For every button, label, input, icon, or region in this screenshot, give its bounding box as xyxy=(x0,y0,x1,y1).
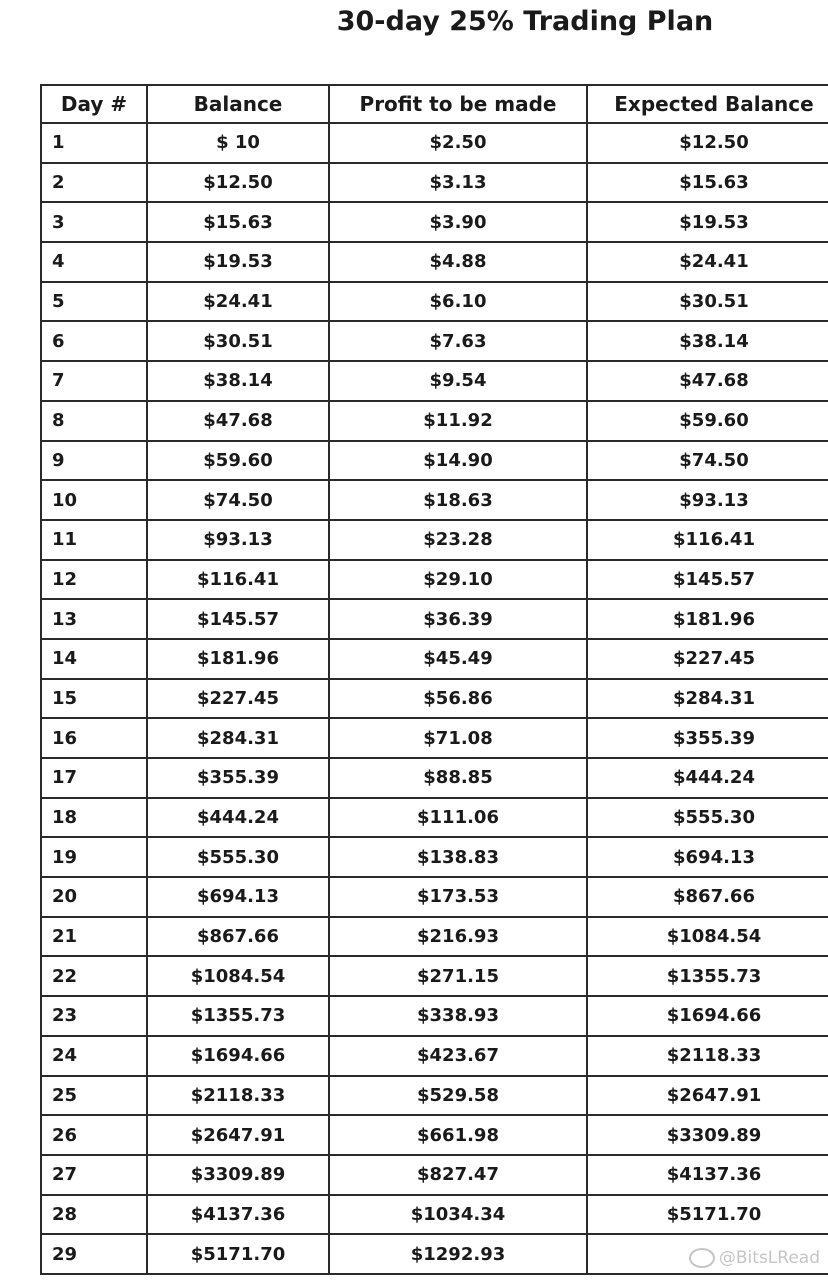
cell-expected-balance: $1355.73 xyxy=(587,956,828,996)
table-row xyxy=(41,560,828,600)
cell-balance: $74.50 xyxy=(147,480,329,520)
table-row xyxy=(41,202,828,242)
table-row xyxy=(41,480,828,520)
cell-expected-balance: $30.51 xyxy=(587,282,828,322)
cell-balance: $284.31 xyxy=(147,718,329,758)
cell-balance: $19.53 xyxy=(147,242,329,282)
cell-profit: $71.08 xyxy=(329,718,587,758)
cell-expected-balance: $555.30 xyxy=(587,798,828,838)
cell-expected-balance: $24.41 xyxy=(587,242,828,282)
cell-profit: $6.10 xyxy=(329,282,587,322)
cell-day: 3 xyxy=(41,202,147,242)
table-row xyxy=(41,1076,828,1116)
cell-profit: $173.53 xyxy=(329,877,587,917)
cell-balance: $355.39 xyxy=(147,758,329,798)
trading-plan-table xyxy=(40,84,828,1275)
cell-balance: $4137.36 xyxy=(147,1195,329,1235)
table-row xyxy=(41,282,828,322)
watermark-logo-icon xyxy=(689,1248,715,1268)
cell-balance: $555.30 xyxy=(147,837,329,877)
table-row xyxy=(41,798,828,838)
table-row xyxy=(41,321,828,361)
header-day: Day # xyxy=(41,85,147,123)
table-row xyxy=(41,639,828,679)
table-row xyxy=(41,718,828,758)
cell-balance: $24.41 xyxy=(147,282,329,322)
cell-profit: $2.50 xyxy=(329,123,587,163)
cell-expected-balance: $47.68 xyxy=(587,361,828,401)
cell-balance: $116.41 xyxy=(147,560,329,600)
cell-profit: $23.28 xyxy=(329,520,587,560)
header-row xyxy=(41,85,828,123)
cell-day: 13 xyxy=(41,599,147,639)
cell-profit: $11.92 xyxy=(329,401,587,441)
cell-profit: $827.47 xyxy=(329,1155,587,1195)
cell-day: 16 xyxy=(41,718,147,758)
cell-profit: $216.93 xyxy=(329,917,587,957)
table-row xyxy=(41,917,828,957)
cell-expected-balance: $19.53 xyxy=(587,202,828,242)
table-row xyxy=(41,877,828,917)
cell-day: 27 xyxy=(41,1155,147,1195)
table-header xyxy=(41,85,828,123)
table-row xyxy=(41,361,828,401)
watermark-text: @BitsLRead xyxy=(718,1248,820,1268)
table-row xyxy=(41,679,828,719)
cell-day: 12 xyxy=(41,560,147,600)
cell-profit: $29.10 xyxy=(329,560,587,600)
cell-expected-balance: $59.60 xyxy=(587,401,828,441)
cell-balance: $38.14 xyxy=(147,361,329,401)
cell-expected-balance: $15.63 xyxy=(587,163,828,203)
cell-profit: $3.13 xyxy=(329,163,587,203)
table-row xyxy=(41,758,828,798)
cell-balance: $47.68 xyxy=(147,401,329,441)
cell-balance: $93.13 xyxy=(147,520,329,560)
cell-day: 25 xyxy=(41,1076,147,1116)
table-row xyxy=(41,123,828,163)
cell-balance: $867.66 xyxy=(147,917,329,957)
cell-expected-balance: $2647.91 xyxy=(587,1076,828,1116)
cell-balance: $2647.91 xyxy=(147,1115,329,1155)
cell-day: 2 xyxy=(41,163,147,203)
cell-balance: $444.24 xyxy=(147,798,329,838)
cell-profit: $36.39 xyxy=(329,599,587,639)
cell-balance: $2118.33 xyxy=(147,1076,329,1116)
cell-expected-balance: $4137.36 xyxy=(587,1155,828,1195)
cell-day: 29 xyxy=(41,1234,147,1274)
cell-day: 19 xyxy=(41,837,147,877)
table-row xyxy=(41,1195,828,1235)
table-row xyxy=(41,956,828,996)
cell-profit: $138.83 xyxy=(329,837,587,877)
cell-expected-balance: $2118.33 xyxy=(587,1036,828,1076)
cell-expected-balance: $74.50 xyxy=(587,441,828,481)
cell-profit: $529.58 xyxy=(329,1076,587,1116)
cell-profit: $45.49 xyxy=(329,639,587,679)
cell-balance: $15.63 xyxy=(147,202,329,242)
cell-expected-balance: $12.50 xyxy=(587,123,828,163)
cell-profit: $9.54 xyxy=(329,361,587,401)
cell-day: 6 xyxy=(41,321,147,361)
table-row xyxy=(41,996,828,1036)
table-row xyxy=(41,1036,828,1076)
cell-profit: $1292.93 xyxy=(329,1234,587,1274)
cell-expected-balance: $145.57 xyxy=(587,560,828,600)
cell-day: 9 xyxy=(41,441,147,481)
table-row xyxy=(41,837,828,877)
cell-balance: $1694.66 xyxy=(147,1036,329,1076)
cell-expected-balance: $1694.66 xyxy=(587,996,828,1036)
cell-balance: $3309.89 xyxy=(147,1155,329,1195)
header-expected-balance: Expected Balance xyxy=(587,85,828,123)
cell-balance: $5171.70 xyxy=(147,1234,329,1274)
cell-balance: $1084.54 xyxy=(147,956,329,996)
cell-profit: $3.90 xyxy=(329,202,587,242)
cell-profit: $661.98 xyxy=(329,1115,587,1155)
cell-day: 24 xyxy=(41,1036,147,1076)
cell-profit: $423.67 xyxy=(329,1036,587,1076)
cell-profit: $111.06 xyxy=(329,798,587,838)
cell-expected-balance: $867.66 xyxy=(587,877,828,917)
cell-day: 1 xyxy=(41,123,147,163)
watermark xyxy=(689,1248,820,1268)
cell-balance: $59.60 xyxy=(147,441,329,481)
cell-day: 22 xyxy=(41,956,147,996)
cell-balance: $1355.73 xyxy=(147,996,329,1036)
cell-expected-balance: $38.14 xyxy=(587,321,828,361)
cell-balance: $30.51 xyxy=(147,321,329,361)
cell-day: 18 xyxy=(41,798,147,838)
cell-day: 11 xyxy=(41,520,147,560)
page-title: 30-day 25% Trading Plan xyxy=(336,6,714,37)
header-balance: Balance xyxy=(147,85,329,123)
cell-day: 28 xyxy=(41,1195,147,1235)
cell-profit: $18.63 xyxy=(329,480,587,520)
cell-expected-balance: $3309.89 xyxy=(587,1115,828,1155)
header-profit: Profit to be made xyxy=(329,85,587,123)
cell-profit: $4.88 xyxy=(329,242,587,282)
cell-expected-balance: $5171.70 xyxy=(587,1195,828,1235)
cell-expected-balance: $93.13 xyxy=(587,480,828,520)
cell-profit: $338.93 xyxy=(329,996,587,1036)
cell-profit: $56.86 xyxy=(329,679,587,719)
cell-balance: $181.96 xyxy=(147,639,329,679)
table-row xyxy=(41,599,828,639)
cell-expected-balance: $694.13 xyxy=(587,837,828,877)
cell-expected-balance: $444.24 xyxy=(587,758,828,798)
table-row xyxy=(41,163,828,203)
cell-day: 10 xyxy=(41,480,147,520)
cell-day: 21 xyxy=(41,917,147,957)
table-row xyxy=(41,242,828,282)
cell-day: 17 xyxy=(41,758,147,798)
cell-balance: $694.13 xyxy=(147,877,329,917)
cell-profit: $1034.34 xyxy=(329,1195,587,1235)
cell-balance: $227.45 xyxy=(147,679,329,719)
cell-profit: $271.15 xyxy=(329,956,587,996)
cell-day: 15 xyxy=(41,679,147,719)
cell-day: 14 xyxy=(41,639,147,679)
cell-expected-balance: $1084.54 xyxy=(587,917,828,957)
cell-balance: $ 10 xyxy=(147,123,329,163)
table-row xyxy=(41,441,828,481)
cell-profit: $88.85 xyxy=(329,758,587,798)
cell-day: 5 xyxy=(41,282,147,322)
cell-balance: $145.57 xyxy=(147,599,329,639)
table-row xyxy=(41,520,828,560)
cell-day: 26 xyxy=(41,1115,147,1155)
cell-day: 8 xyxy=(41,401,147,441)
table-body xyxy=(41,123,828,1274)
table-row xyxy=(41,1155,828,1195)
cell-profit: $7.63 xyxy=(329,321,587,361)
cell-day: 23 xyxy=(41,996,147,1036)
cell-day: 4 xyxy=(41,242,147,282)
cell-balance: $12.50 xyxy=(147,163,329,203)
cell-day: 7 xyxy=(41,361,147,401)
cell-expected-balance: $181.96 xyxy=(587,599,828,639)
table-row xyxy=(41,1115,828,1155)
cell-expected-balance: $116.41 xyxy=(587,520,828,560)
cell-day: 20 xyxy=(41,877,147,917)
table-row xyxy=(41,401,828,441)
cell-profit: $14.90 xyxy=(329,441,587,481)
cell-expected-balance: $227.45 xyxy=(587,639,828,679)
cell-expected-balance: $355.39 xyxy=(587,718,828,758)
cell-expected-balance: $284.31 xyxy=(587,679,828,719)
